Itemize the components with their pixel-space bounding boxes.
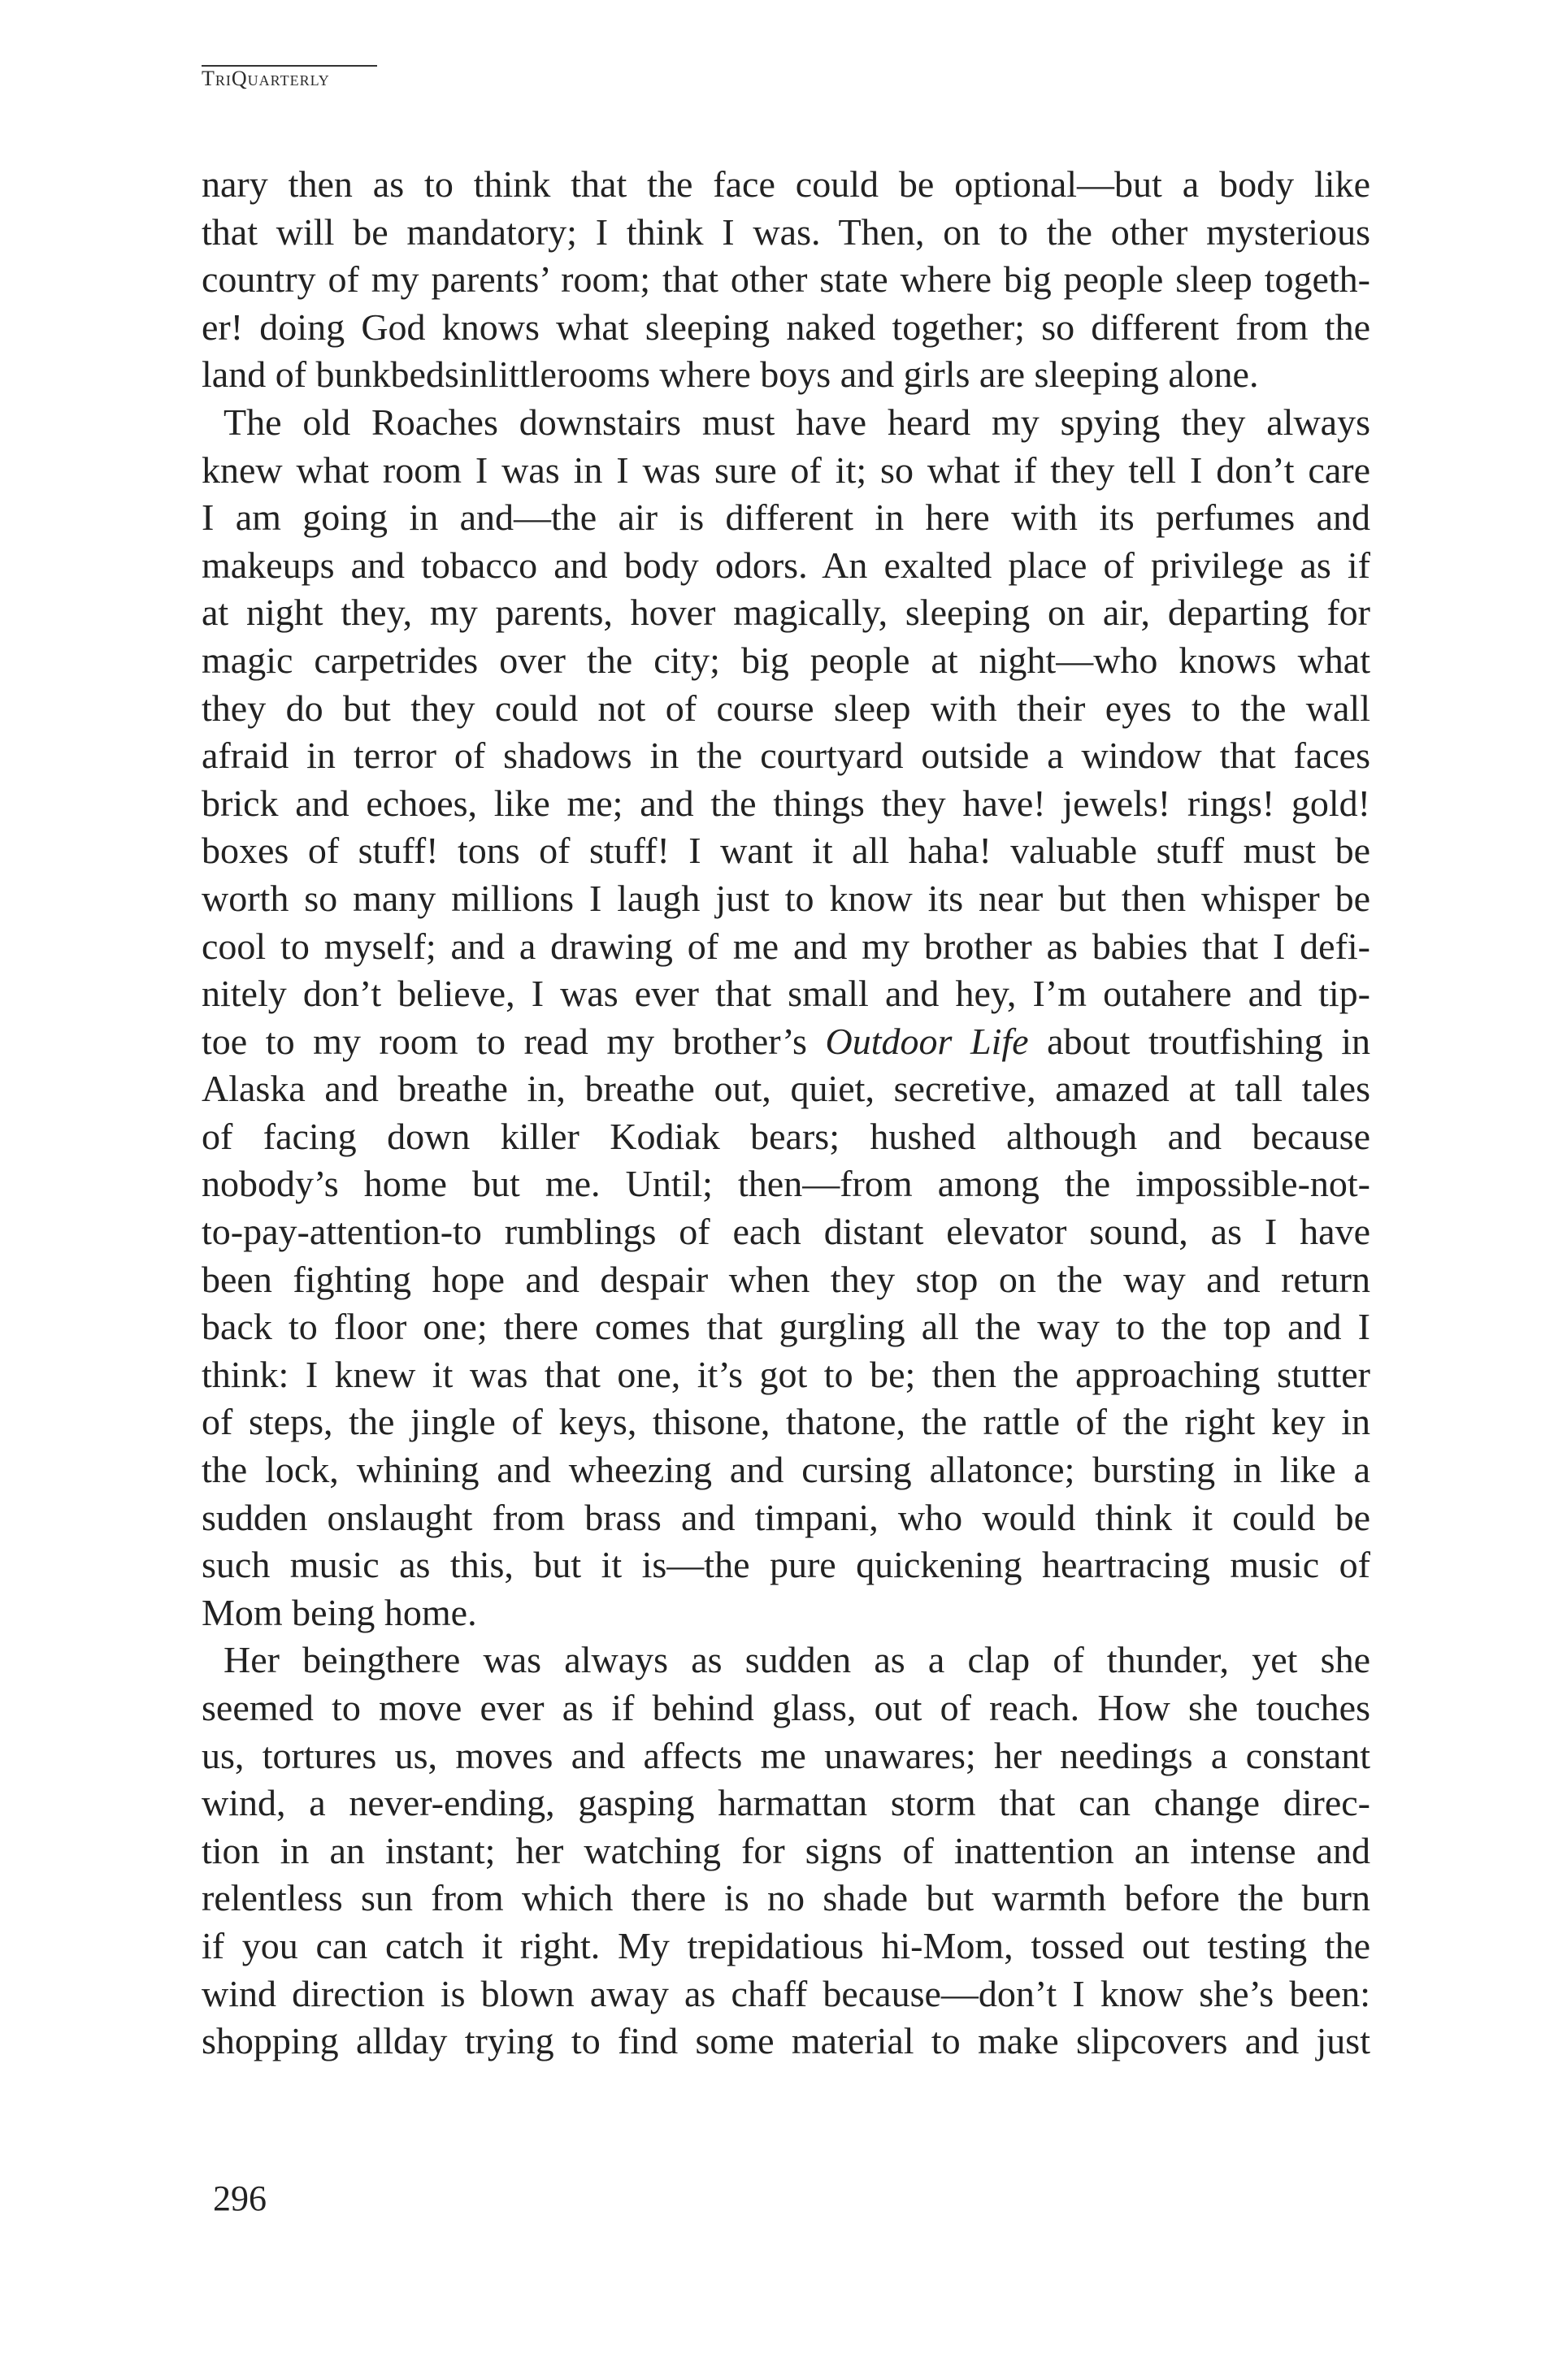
text-line: land of bunkbedsinlittlerooms where boys and girls are sleeping alone. xyxy=(202,353,1259,396)
page-number: 296 xyxy=(213,2178,267,2218)
text-line: nary then as to think that the face could be optional—but a body like xyxy=(202,163,1370,205)
text-line: wind direction is blown away as chaff because—don’t I know she’s been: xyxy=(202,1972,1370,2014)
text-line: Mom being home. xyxy=(202,1591,477,1633)
text-line-start: toe to my room to read my brother’s xyxy=(202,1020,826,1062)
body-text xyxy=(202,161,1370,2066)
text-line: brick and echoes, like me; and the things they have! jewels! rings! gold! xyxy=(202,782,1370,824)
text-line: shopping allday trying to find some material to make slipcovers and just xyxy=(202,2020,1370,2062)
text-line: cool to myself; and a drawing of me and my brother as babies that I defi- xyxy=(202,925,1370,967)
text-line: tion in an instant; her watching for signs of inattention an intense and xyxy=(202,1829,1370,1871)
text-line: country of my parents’ room; that other state where big people sleep togeth- xyxy=(202,258,1370,301)
text-line: worth so many millions I laugh just to know its near but then whisper be xyxy=(202,877,1370,919)
text-line: if you can catch it right. My trepidatious hi-Mom, tossed out testing the xyxy=(202,1924,1370,1966)
text-line xyxy=(202,1018,1370,1066)
text-line: back to floor one; there comes that gurgling all the way to the top and I xyxy=(202,1306,1370,1348)
text-line: afraid in terror of shadows in the courtyard outside a window that faces xyxy=(202,735,1370,777)
text-line: er! doing God knows what sleeping naked together; so different from the xyxy=(202,306,1370,348)
text-line: wind, a never-ending, gasping harmattan storm that can change direc- xyxy=(202,1782,1370,1824)
text-line: us, tortures us, moves and affects me unawares; her needings a constant xyxy=(202,1734,1370,1776)
text-line: The old Roaches downstairs must have heard my spying they always xyxy=(224,401,1370,443)
text-line: they do but they could not of course sleep with their eyes to the wall xyxy=(202,687,1370,729)
text-line: relentless sun from which there is no shade but warmth before the burn xyxy=(202,1877,1370,1919)
magazine-title: Outdoor Life xyxy=(825,1020,1029,1062)
text-line-end: about troutfishing in xyxy=(1028,1020,1371,1062)
text-line: been fighting hope and despair when they stop on the way and return xyxy=(202,1258,1370,1300)
text-line: of facing down killer Kodiak bears; hushed although and because xyxy=(202,1115,1370,1157)
text-line: makeups and tobacco and body odors. An exalted place of privilege as if xyxy=(202,544,1370,586)
text-line: Her beingthere was always as sudden as a clap of thunder, yet she xyxy=(224,1639,1370,1681)
text-line: magic carpetrides over the city; big people at night—who knows what xyxy=(202,639,1370,681)
text-line: think: I knew it was that one, it’s got to be; then the approaching stutter xyxy=(202,1353,1370,1395)
text-line: nobody’s home but me. Until; then—from among the impossible-not- xyxy=(202,1163,1370,1205)
text-line: I am going in and—the air is different in here with its perfumes and xyxy=(202,496,1370,539)
text-line: Alaska and breathe in, breathe out, quiet, secretive, amazed at tall tales xyxy=(202,1068,1370,1110)
text-line: nitely don’t believe, I was ever that small and hey, I’m outahere and tip- xyxy=(202,973,1370,1015)
text-line: at night they, my parents, hover magically, sleeping on air, departing for xyxy=(202,592,1370,634)
text-line: sudden onslaught from brass and timpani, who would think it could be xyxy=(202,1496,1370,1538)
text-line: that will be mandatory; I think I was. Then, on to the other mysterious xyxy=(202,210,1370,253)
running-head: TriQuarterly xyxy=(202,67,330,90)
text-line: the lock, whining and wheezing and cursing allatonce; bursting in like a xyxy=(202,1449,1370,1491)
text-line: such music as this, but it is—the pure quickening heartracing music of xyxy=(202,1544,1370,1586)
text-line: boxes of stuff! tons of stuff! I want it all haha! valuable stuff must be xyxy=(202,830,1370,872)
text-line: seemed to move ever as if behind glass, out of reach. How she touches xyxy=(202,1687,1370,1728)
text-line: knew what room I was in I was sure of it; so what if they tell I don’t care xyxy=(202,449,1370,491)
text-line: to-pay-attention-to rumblings of each distant elevator sound, as I have xyxy=(202,1211,1370,1253)
text-line: of steps, the jingle of keys, thisone, thatone, the rattle of the right key in xyxy=(202,1401,1370,1443)
